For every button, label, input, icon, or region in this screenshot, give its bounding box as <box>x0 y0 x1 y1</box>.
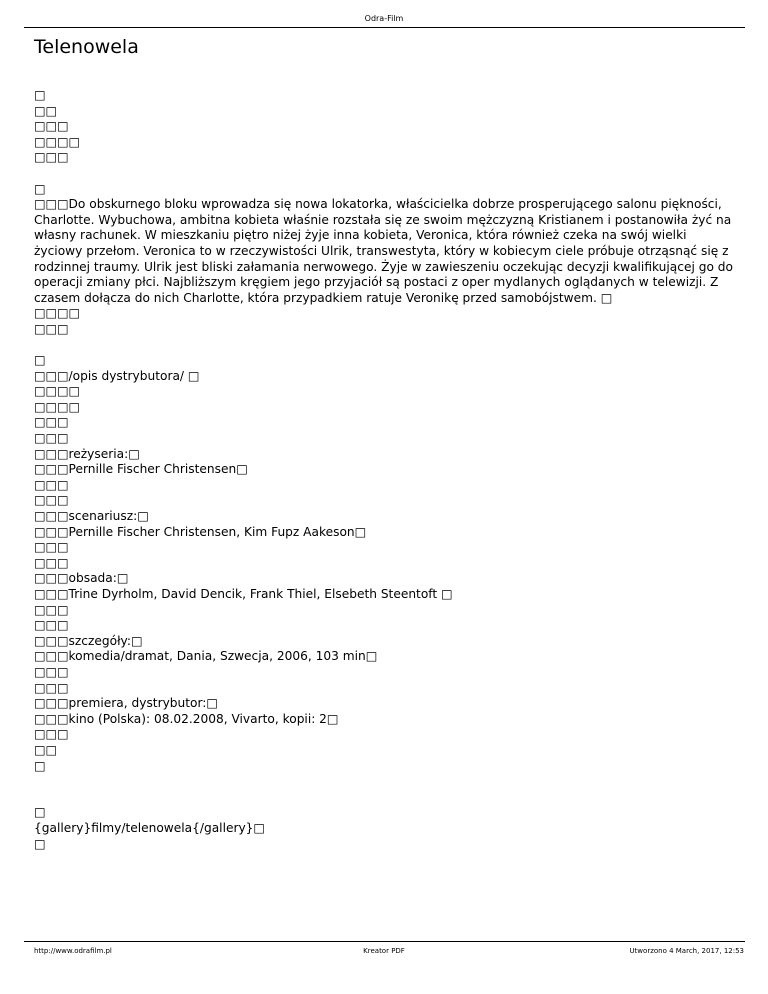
detail-line: □□□scenariusz:□ <box>34 509 149 524</box>
article-body <box>34 88 734 852</box>
footer-divider <box>24 941 745 942</box>
page-title: Telenowela <box>34 36 139 58</box>
detail-line: □□□ <box>34 727 69 742</box>
detail-line: □□□komedia/dramat, Dania, Szwecja, 2006, 103 min□ <box>34 649 378 664</box>
detail-line: □□□/opis dystrybutora/ □ <box>34 368 200 383</box>
description-paragraph: □□□Do obskurnego bloku wprowadza się nowa lokatorka, właścicielka dobrze prosperującego salonu piękności, Charlotte. Wybuchowa, ambitna kobieta właśnie rozstała się ze swoim mężczyzną Kristianem i postanowiła żyć na własny rachunek. W mieszkaniu piętro niżej żyje inna kobieta, Veronica, która również czeka na swój wielki życiowy przełom. Veronica to w rzeczywistości Ulrik, transwestyta, który w kobiecym ciele próbuje otrząsnąć się z rodzinnej traumy. Ulrik jest bliski załamania nerwowego. Żyje w zawieszeniu oczekując decyzji kwalifikującej go do operacji zmiany płci. Najbliższym kręgiem jego przyjaciół są postaci z oper mydlanych oglądanych w telewizji. Z czasem dołącza do nich Charlotte, która przypadkiem ratuje Veronikę przed samobójstwem. □ <box>34 197 733 305</box>
gallery-line: {gallery}filmy/telenowela{/gallery}□ <box>34 820 265 835</box>
gallery-line: □ <box>34 836 46 851</box>
detail-line: □□ <box>34 742 58 757</box>
detail-line: □□□□ <box>34 384 81 399</box>
header-divider <box>24 27 745 28</box>
footer-url[interactable]: http://www.odrafilm.pl <box>34 947 112 955</box>
description-trailer <box>34 306 734 337</box>
text-line: □ <box>34 88 46 102</box>
detail-line: □□□premiera, dystrybutor:□ <box>34 696 218 711</box>
gallery-section <box>34 805 734 852</box>
detail-line: □□□ <box>34 680 69 695</box>
detail-line: □□□reżyseria:□ <box>34 446 140 461</box>
footer-generator: Kreator PDF <box>363 947 405 955</box>
detail-line: □□□ <box>34 618 69 633</box>
text-line: □□□ <box>34 150 69 165</box>
detail-line: □□□obsada:□ <box>34 571 129 586</box>
gallery-line: □ <box>34 805 46 820</box>
detail-line: □□□ <box>34 477 69 492</box>
detail-line: □□□Pernille Fischer Christensen, Kim Fupz Aakeson□ <box>34 524 367 539</box>
detail-line: □□□ <box>34 664 69 679</box>
detail-line: □□□ <box>34 602 69 617</box>
description-lead: □ <box>34 181 46 196</box>
detail-line: □ <box>34 758 46 773</box>
detail-line: □□□ <box>34 493 69 508</box>
footer-created: Utworzono 4 March, 2017, 12:53 <box>629 947 744 955</box>
detail-line: □ <box>34 353 46 368</box>
detail-line: □□□Trine Dyrholm, David Dencik, Frank Thiel, Elsebeth Steentoft □ <box>34 587 453 601</box>
text-line: □□□□ <box>34 306 81 321</box>
text-line: □□□ <box>34 321 69 336</box>
detail-line: □□□ <box>34 415 69 430</box>
section-boxes-1 <box>34 88 734 166</box>
detail-line: □□□Pernille Fischer Christensen□ <box>34 462 248 477</box>
page-header: Odra-Film <box>364 14 404 23</box>
detail-line: □□□ <box>34 431 69 446</box>
detail-line: □□□ <box>34 555 69 570</box>
film-details <box>34 353 734 774</box>
text-line: □□□□ <box>34 134 81 149</box>
text-line: □□□ <box>34 119 69 134</box>
detail-line: □□□□ <box>34 399 81 414</box>
detail-line: □□□ <box>34 540 69 555</box>
text-line: □□ <box>34 103 58 118</box>
detail-line: □□□kino (Polska): 08.02.2008, Vivarto, kopii: 2□ <box>34 711 339 726</box>
detail-line: □□□szczegóły:□ <box>34 633 143 648</box>
